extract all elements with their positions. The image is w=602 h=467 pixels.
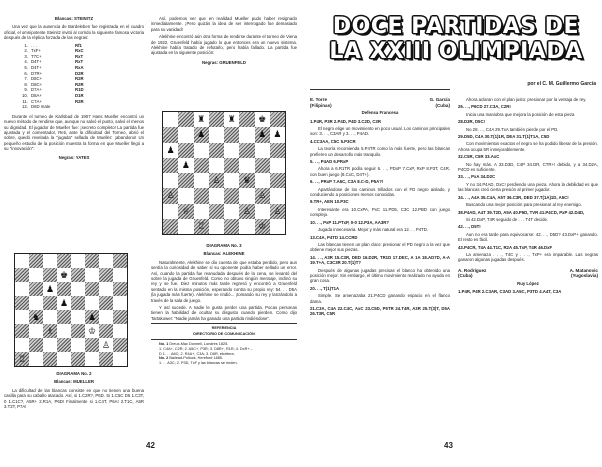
heading-white-alekhine: Blancas: ALEKHINE xyxy=(203,251,245,257)
board-square xyxy=(99,352,113,366)
move-number: 7. xyxy=(24,76,28,82)
annotation-paragraph: Ahora a 6.R1TR podía seguir 6. . ., PDxP 7.CxP, RxP 8.P3T, C4R, con buen juego (8.CxC, D4T+). xyxy=(310,166,450,177)
heading-black-gruenfeld: Negras: GRUENFELD xyxy=(202,59,246,65)
board-square xyxy=(270,143,285,158)
board-square xyxy=(209,204,224,219)
annotation-paragraph: Jugada innecesaria. Mejor y más natural era 12. . . P4TD. xyxy=(318,227,429,233)
board-square xyxy=(43,310,57,324)
board-square xyxy=(15,268,29,282)
chess-piece: ♕ xyxy=(178,204,193,219)
board-square xyxy=(270,219,285,234)
references-list xyxy=(151,342,297,366)
board-square xyxy=(85,268,99,282)
move-line: 4.CC3AA, C5C 5.P3CR xyxy=(310,138,356,144)
board-square xyxy=(113,338,127,352)
chess-piece: ♗ xyxy=(43,324,57,338)
board-square xyxy=(224,204,239,219)
diagram-caption: DIAGRAMA No. 2 xyxy=(56,371,92,376)
board-square xyxy=(255,204,270,219)
board-square xyxy=(57,254,71,268)
chess-piece: ♔ xyxy=(255,219,270,234)
board-square xyxy=(43,352,57,366)
reference-number: No. 2 xyxy=(159,356,169,361)
board-square xyxy=(239,188,254,203)
move-number: 10. xyxy=(22,92,28,98)
board-square xyxy=(71,352,85,366)
paragraph: Durante el torneo de Karlsbad de 1907 Hans Mueller encontró un nuevo método de rendirse que, aunque no salvó el punto, salvó el menos su dignidad. El jugador de Mueller fue: ¡secreto completo! La partida fue ajustada y el comentador, Reti, ante la dificultad del Torneo, abrió el sobre, quedó revelada la "jugada" sellada de Mueller: ¡abandono! Un pequeño estudio de la posición muestra la forma en que Mueller llegó a su "innovación": xyxy=(4,113,144,152)
annotation-paragraph: La amenaza . . ., T4C y . . ., TxP+ era imparable. Las negras ganaron algunas jugadas después. xyxy=(458,251,598,263)
board-square xyxy=(270,173,285,188)
black-move: RxT xyxy=(75,53,84,59)
heading-black-yates: Negras: YATES xyxy=(58,154,90,160)
board-square xyxy=(85,282,99,296)
chess-piece: ♟ xyxy=(85,310,99,324)
black-country: (Cuba) xyxy=(435,102,450,108)
chess-piece: ♟ xyxy=(166,144,175,155)
board-square xyxy=(29,254,43,268)
chess-piece: ♟ xyxy=(45,283,55,294)
board-square xyxy=(163,158,178,173)
diagram-caption: DIAGRAMA No. 3 xyxy=(206,243,242,248)
reference-text: 1. . . A3C; 2. P3D, TxF y las blancas se rinden. xyxy=(159,361,238,366)
board-square xyxy=(209,158,224,173)
board-square xyxy=(57,352,71,366)
move-number: 12. xyxy=(22,104,28,110)
chess-piece: ♖ xyxy=(194,219,209,234)
heading-white-steinitz: Blancas: STEINITZ xyxy=(54,16,94,21)
board-square xyxy=(255,143,270,158)
player-countries xyxy=(458,273,598,279)
board-square xyxy=(29,338,43,352)
board-square xyxy=(224,143,239,158)
board-square xyxy=(15,296,29,310)
board-square xyxy=(15,310,29,324)
chess-piece: ♙ xyxy=(101,339,111,350)
move-line: 21.C3A, C4A 22.C4C, AxC 23.C5D, P5TR 24.T4R, A3R 25.T(3)T, D5A 26.T3R, C5R xyxy=(310,305,450,317)
annotation-paragraph: Después de algunas jugadas precisas el blanco ha obtenido una posición mejor. Sin embargo, el último movimiento realizado no ayuda en gran cosa. xyxy=(310,267,450,284)
board-square xyxy=(29,296,43,310)
heading-white-mueller: Blancas: MUELLER xyxy=(54,379,94,385)
left-page-column-1-lower xyxy=(4,371,144,411)
board-square xyxy=(113,324,127,338)
divider xyxy=(310,89,450,90)
white-move: D4T+ xyxy=(31,59,42,65)
board-square xyxy=(71,310,85,324)
board-square xyxy=(113,282,127,296)
chess-piece: ♟ xyxy=(273,129,282,140)
board-square xyxy=(178,173,193,188)
move-line: 14. . ., A3R 15.C3R, DED 16.D2R, TR1D 17.DEC, A 1A 18.AD7D, A-A 19.T+A, C3C3R 20.T(1)T? xyxy=(310,254,450,266)
white-move: D8C+ xyxy=(31,76,43,82)
annotation-paragraph: Y no 34.P4AD, DxC! perdiendo una pieza. Ahora la debilidad es que las blancas creó cierta presión al primer jugador. xyxy=(458,181,598,193)
board-square xyxy=(194,204,209,219)
board-square xyxy=(85,338,99,352)
board-square xyxy=(194,188,209,203)
board-square xyxy=(113,254,127,268)
chess-piece: ♔ xyxy=(87,325,97,336)
board-square xyxy=(270,158,285,173)
chess-piece: ♜ xyxy=(227,114,236,125)
annotation-paragraph: Ahora aclaran con el plan justo: presionar por la ventaja de rey. xyxy=(466,97,587,102)
reference-entry xyxy=(151,361,297,366)
move-line: 33. . ., PxA 34.D2C xyxy=(458,174,496,180)
board-square xyxy=(239,143,254,158)
board-square xyxy=(43,296,57,310)
move-line: 42. . ., D5T! xyxy=(458,224,481,230)
board-square xyxy=(224,219,239,234)
black-move: Rf1 xyxy=(75,42,82,48)
board-square xyxy=(29,352,43,366)
board-square xyxy=(270,188,285,203)
white-move: T7C+ xyxy=(31,53,42,59)
chess-piece: ♜ xyxy=(197,114,206,125)
black-player: G. García xyxy=(429,97,450,102)
move-line: 28.D3R, D5C! xyxy=(458,119,485,125)
move-line: 34. . ., A4A 35.C4A, A5T 36.C3R, DED 37.T(1A)1D, A5C! xyxy=(458,194,569,200)
move-number: 11. xyxy=(22,98,28,104)
black-move: D2R xyxy=(75,70,84,76)
board-square xyxy=(178,188,193,203)
board-square xyxy=(57,338,71,352)
white-move: C7A+ xyxy=(31,98,42,104)
black-move: R1D xyxy=(75,87,84,93)
move-line: 32.C5R, C5R 33.AxC xyxy=(458,154,500,160)
move-line: 26. . ., P6CD 27.C3A, C2R! xyxy=(458,104,511,110)
board-square xyxy=(99,268,113,282)
annotation-paragraph: Simple. Se amenazaba 21.P4CD ganando espacio en el flanco dama. xyxy=(310,293,450,304)
white-move: D7R+ xyxy=(31,70,43,76)
black-move: R2R xyxy=(75,81,84,87)
divider xyxy=(151,339,297,340)
move-line: 38.P4AD, A4T 39.T2D, A5A 40.P5D, TVR 41.P4CD, PxP 42.D4D, xyxy=(458,209,585,215)
move-number: 6. xyxy=(24,70,28,76)
article-author: por el C. M. Guillermo García xyxy=(527,81,596,87)
chess-piece: ♟ xyxy=(255,127,270,142)
board-square xyxy=(163,112,178,127)
board-square xyxy=(224,127,239,142)
board-square xyxy=(113,352,127,366)
move-line: 9.TR+, AEN 10.P3C xyxy=(310,199,349,205)
board-square xyxy=(99,324,113,338)
board-square xyxy=(43,254,57,268)
player-countries xyxy=(310,103,450,109)
board-square xyxy=(178,112,193,127)
board-square xyxy=(194,158,209,173)
board-square xyxy=(57,324,71,338)
white-country: (Filipinas) xyxy=(310,102,332,108)
move-line: 13.C4A, P4TD 14.CCRD xyxy=(310,234,358,240)
board-square xyxy=(209,112,224,127)
white-move: TxF+ xyxy=(31,48,41,54)
board-square xyxy=(99,254,113,268)
white-player: A. Rodríguez xyxy=(458,267,487,273)
reference-text: D 1. . . A6C; 2. R4A+, C3A; 3. D6R, etcétera. xyxy=(159,351,235,356)
title-line-2: LA XXIII OLIMPIADA xyxy=(329,39,583,64)
game-annotations xyxy=(458,97,598,263)
board-square xyxy=(255,173,270,188)
move-line: 10. . ., PxP 11.PTxP, 0-0 12.P3A, AA3R? xyxy=(310,219,389,225)
board-square xyxy=(224,158,239,173)
move-line: 20. . ., T(1)T1A xyxy=(310,285,340,291)
board-square xyxy=(224,188,239,203)
left-page-column-2 xyxy=(151,0,297,65)
chess-piece: ♙ xyxy=(163,188,178,203)
board-square xyxy=(99,296,113,310)
board-square xyxy=(194,173,209,188)
paragraph: Y así sucede. A nadie le gusta perder una partida. Pocas personas tienen la habilidad de ocultar su disgusto cuando pierden. Como dijo Tartakower: "Nadie jamás ha ganado una partida rindiéndose". xyxy=(151,305,297,321)
board-square xyxy=(57,282,71,296)
board-square xyxy=(209,127,224,142)
move-line: 29.D5D, C4A 30.T(1)1R, DEA 31.T(1)T1A, C5D xyxy=(458,134,550,140)
board-square xyxy=(57,310,71,324)
left-page-column-1 xyxy=(4,0,144,160)
move-number: 5. xyxy=(24,65,28,70)
annotation-paragraph: Interesante era 10.CxPA, PxC 11.PD5, C3C 12.PBD con juego complejo. xyxy=(310,206,450,218)
board-square xyxy=(43,268,57,282)
chess-diagram-3 xyxy=(162,111,286,235)
board-square xyxy=(178,143,193,158)
board-square xyxy=(239,219,254,234)
chess-piece: ♖ xyxy=(15,352,29,366)
board-square xyxy=(163,127,178,142)
references-subheading: DIRECTORIO DE COMUNICACIÓN xyxy=(193,331,255,336)
board-square xyxy=(29,282,43,296)
divider xyxy=(151,323,297,324)
black-move: RxA xyxy=(75,65,84,70)
move-row xyxy=(12,104,144,110)
chess-piece: ♙ xyxy=(209,173,224,188)
annotation-paragraph: Si 42.DxP, T4R seguido de . . . T4T decide. xyxy=(466,216,549,222)
right-page-column-2 xyxy=(458,97,598,297)
game-annotations xyxy=(310,119,450,317)
paragraph: Una vez que la ausencia de Bardeleben fue registrada en el cuadro oficial, el omnipotente Steinitz invitó al corrido la siguiente famosa victoria después de la réplica forzada de las negras: xyxy=(4,24,144,41)
board-square xyxy=(15,338,29,352)
chess-piece: ♚ xyxy=(59,269,69,280)
chess-piece: ♟ xyxy=(181,159,190,170)
paragraph: Naturalmente, Alekhine se dio cuenta de que estaba perdido, pero aun sentía la curiosidad de saber si su oponente podía haber sellado un error. Así, cuando la partida fue reanudada después de la cena, se levantó del sobre la jugada de Gruenfeld. Como no obtuvo ningún mensaje, inclinó su rey y se fue. Diez minutos más tarde regresó y encontró a Gruenfeld sentado en la misma posición, esperando contra su propio rey: 54. . . D5A (la jugada más fuerte). Alekhine se rindió... ¡tomando su rey y lanzándolo a través de la sala de juego. xyxy=(151,259,297,303)
article-title xyxy=(316,14,596,64)
black-move: D1R xyxy=(75,92,84,98)
reference-text: Dreux-Mac Donnell, Londres 1825. xyxy=(169,342,229,347)
annotation-paragraph: No 28. . ., C4A 29.TxA también pierde por el PD. xyxy=(466,126,559,132)
board-square xyxy=(270,112,285,127)
board-square xyxy=(178,127,193,142)
chess-piece: ♟ xyxy=(59,297,69,308)
paragraph: La dificultad de las blancas consiste en que no tienen una buena casilla para su caballo atacado. Así, si 1.C2R?, P6D. Si 1.C5C D5 1.C3T, 0 1.C1C?, A5R+ 2.R1A, P6D! Finalmente si 1.C4T, P6A! 2.T1C, A5R 3.T2T, P7A! xyxy=(4,387,144,410)
board-square xyxy=(85,352,99,366)
annotation-paragraph: Con movimientos exactos el negro se ha podido liberar de la presión. Ahora ocupa 5R inmejorablemente. xyxy=(458,141,598,152)
move-number: 8. xyxy=(24,81,28,87)
board-square xyxy=(224,173,239,188)
annotation-paragraph: El negro elige un movimiento en poco usual. Los caminos principales son: 3. . ., C3AR y 3. . ., P4AD. xyxy=(310,126,450,137)
board-square xyxy=(209,219,224,234)
white-move: D8A+ xyxy=(31,92,42,98)
board-square xyxy=(209,188,224,203)
left-page-column-2-lower xyxy=(151,243,297,366)
black-player: A. Matanovic xyxy=(569,267,598,273)
board-square xyxy=(194,143,209,158)
board-square xyxy=(71,254,85,268)
annotation-paragraph: Las blancas tienen un plan claro: presionar el PD negro a la vez que obtiene mejor sus piezas. xyxy=(310,241,450,253)
board-square xyxy=(163,219,178,234)
board-square xyxy=(43,338,57,352)
paragraph: Alekhine encontró aún otra forma de rendirse durante el torneo de Viena de 1922. Gruenfeld había jugado lo que entonces era un nuevo sistema. Alekhine había tratado de refutarlo, pero había fallado. La partida fue ajustada en la siguiente posición: xyxy=(151,34,297,56)
board-square xyxy=(15,282,29,296)
annotation-paragraph: La teoría recomienda 5.P4TR como la más fuerte, pero las blancas prefieren un desarrollo más tranquilo. xyxy=(310,146,450,157)
page-number-left: 42 xyxy=(146,441,155,450)
board-square xyxy=(29,324,43,338)
paragraph: Así, podemos ver que en realidad Mueller pudo haber resignado inmediatamente. ¡Pero quizás la idea de ser interrogado fue demasiado para su vanidad! xyxy=(151,16,297,32)
move-number: 9. xyxy=(24,87,28,93)
board-square xyxy=(163,204,178,219)
annotation-paragraph: Apartándose de los caminos trillados con el FD negro aislado, y conduciendo a posiciones menos conocidas. xyxy=(310,186,450,198)
chess-diagram-2 xyxy=(14,253,128,367)
board-square xyxy=(29,268,43,282)
move-number: 2. xyxy=(24,48,28,54)
board-square xyxy=(239,158,254,173)
board-square xyxy=(71,296,85,310)
white-move: D8C+ xyxy=(31,81,43,87)
board-square xyxy=(209,143,224,158)
board-square xyxy=(15,254,29,268)
right-page-column-1 xyxy=(310,97,450,319)
reference-number: No. 1 xyxy=(159,342,169,347)
board-square xyxy=(113,310,127,324)
chess-piece: ♙ xyxy=(239,204,254,219)
board-square xyxy=(71,268,85,282)
reference-text: Bailead-Pollock, Hereford 1885. xyxy=(169,356,223,361)
board-square xyxy=(85,296,99,310)
board-square xyxy=(113,296,127,310)
chess-piece: ♚ xyxy=(258,114,267,125)
white-player: E. Torre xyxy=(310,97,328,102)
move-number: 4. xyxy=(24,59,28,65)
white-move: D6D mate xyxy=(31,104,51,110)
white-move: . . . xyxy=(31,42,37,48)
chess-piece: ♞ xyxy=(29,310,43,324)
move-number: 1. xyxy=(24,42,28,48)
move-number: 3. xyxy=(24,53,28,59)
board-square xyxy=(239,112,254,127)
board-square xyxy=(113,268,127,282)
board-square xyxy=(71,324,85,338)
black-country: (Yugoslavia) xyxy=(570,273,598,279)
board-square xyxy=(71,338,85,352)
paragraph: 1.P4R, P4R 2.C3AR, C3AD 3.A5C, P3TD 4.A4T, C3A xyxy=(458,289,562,295)
opening-name: Defensa Francesa xyxy=(361,110,399,116)
white-move: D4T+ xyxy=(31,65,42,70)
board-square xyxy=(239,127,254,142)
annotation-paragraph: Aun no era tarde para equivocarse: 42. . ., D5D? 43.DxP+ ganando. El resto es fácil. xyxy=(458,231,598,243)
chess-piece: ♙ xyxy=(255,188,270,203)
chess-piece: ♛ xyxy=(239,173,254,188)
white-country: (Cuba) xyxy=(458,273,473,279)
white-move: D7A+ xyxy=(31,87,42,93)
chess-piece: ♙ xyxy=(270,204,285,219)
board-square xyxy=(15,324,29,338)
black-move: RxT xyxy=(75,59,84,65)
board-square xyxy=(178,219,193,234)
board-square xyxy=(99,310,113,324)
move-line: 6. . ., PRxP 7.A6C, C3A 8.C-D, P5A?! xyxy=(310,179,384,185)
board-square xyxy=(255,158,270,173)
black-move: RxC xyxy=(75,48,84,54)
move-line: 5. . ., P4AD 6.PRxP xyxy=(310,159,349,165)
move-list xyxy=(12,43,144,110)
move-line: 43.P4CR, T4A 44.T1C, R2A 45.TxP, T4R 46.DxF xyxy=(458,244,553,250)
move-line: 1.P4R, P3R 2.P4D, P4D 3.C2D, C3R xyxy=(310,118,381,124)
board-square xyxy=(163,173,178,188)
board-square xyxy=(99,282,113,296)
reference-text: 1. C4A+, C2R; 2. A5C+, P3R; 3. D8R+, R1R; 4. DxR+... xyxy=(159,346,253,351)
opening-name: Ruy López xyxy=(517,280,539,286)
annotation-paragraph: Inicia una maniobra que mejora la posición de esta pieza xyxy=(466,111,575,117)
title-line-1: DOCE PARTIDAS DE xyxy=(332,14,580,39)
board-square xyxy=(85,254,99,268)
chess-piece: ♟ xyxy=(194,127,209,142)
annotation-paragraph: Buscando una mejor posición para presionar al rey enemigo. xyxy=(466,202,582,208)
black-move: R2R xyxy=(75,76,84,82)
annotation-paragraph: No hay más. A 33.D3D, C4P 34.DR, CTR+! debido, y a 34.D2A, P4CD es suficiente. xyxy=(458,161,598,173)
black-move: R2R xyxy=(75,98,84,104)
references-heading: REFERENCIA xyxy=(211,326,237,331)
page-number-right: 43 xyxy=(444,441,453,450)
board-square xyxy=(71,282,85,296)
